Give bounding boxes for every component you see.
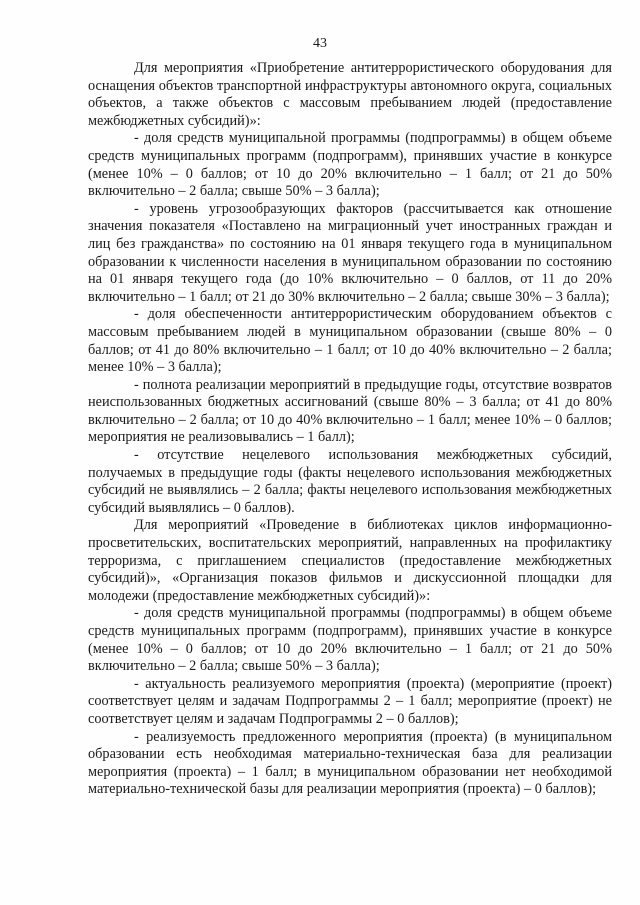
paragraph-intro-libraries: Для мероприятий «Проведение в библиотеках циклов информационно-просветительских, воспитательских мероприятий, направленных на профилактику терроризма, с приглашением специалистов (предоставление межбюджетных субсидий)», «Организация показов фильмов и дискуссионной площадки для молодежи (предоставление межбюджетных субсидий)»: [88, 517, 612, 604]
criterion-relevance: - актуальность реализуемого мероприятия (проекта) (мероприятие (проект) соответствует целям и задачам Подпрограммы 2 – 1 балл; мероприятие (проект) не соответствует целям и задачам Подпрограммы 2 – 0 баллов); [88, 675, 612, 727]
criterion-program-share: - доля средств муниципальной программы (подпрограммы) в общем объеме средств муниципальных программ (подпрограмм), принявших участие в конкурсе (менее 10% – 0 баллов; от 10 до 20% включительно – 1 балл; от 21 до 50% включительно – 2 балла; свыше 50% – 3 балла); [88, 130, 612, 200]
criterion-threat-level: - уровень угрозообразующих факторов (рассчитывается как отношение значения показателя «Поставлено на миграционный учет иностранных граждан и лиц без гражданства» по состоянию на 01 января текущего года в муниципальном образовании к численности населения в муниципальном образовании по состоянию на 01 января текущего года (до 10% включительно – 0 баллов, от 11 до 20% включительно – 1 балл; от 21 до 30% включительно – 2 балла; свыше 30% – 3 балла); [88, 200, 612, 305]
criterion-no-misuse: - отсутствие нецелевого использования межбюджетных субсидий, получаемых в предыдущие годы (факты нецелевого использования межбюджетных субсидий не выявлялись – 2 балла; факты нецелевого использования межбюджетных субсидий выявлялись – 0 баллов). [88, 447, 612, 516]
criterion-implementation-completeness: - полнота реализации мероприятий в предыдущие годы, отсутствие возвратов неиспользованных бюджетных ассигнований (свыше 80% – 3 балла; от 41 до 80% включительно – 2 балла; от 10 до 40% включительно – 1 балл; менее 10% – 0 баллов; мероприятия не реализовывались – 1 балл); [88, 376, 612, 446]
page-number: 43 [313, 36, 327, 51]
criterion-program-share-2: - доля средств муниципальной программы (подпрограммы) в общем объеме средств муниципальных программ (подпрограмм), принявших участие в конкурсе (менее 10% – 0 баллов; от 10 до 20% включительно – 1 балл; от 21 до 50% включительно – 2 балла; свыше 50% – 3 балла); [88, 605, 612, 675]
criterion-equipment-coverage: - доля обеспеченности антитеррористическим оборудованием объектов с массовым пребыванием людей в муниципальном образовании (свыше 80% – 0 баллов; от 41 до 80% включительно – 1 балл; от 10 до 40% включительно – 2 балла; менее 10% – 3 балла); [88, 306, 612, 376]
paragraph-intro-equipment: Для мероприятия «Приобретение антитеррористического оборудования для оснащения объектов транспортной инфраструктуры автономного округа, социальных объектов, а также объектов с массовым пребыванием людей (предоставление межбюджетных субсидий)»: [88, 60, 612, 129]
document-body [88, 60, 612, 799]
criterion-feasibility: - реализуемость предложенного мероприятия (проекта) (в муниципальном образовании есть необходимая материально-техническая база для реализации мероприятия (проекта) – 1 балл; в муниципальном образовании нет необходимой материально-технической базы для реализации мероприятия (проекта) – 0 баллов); [88, 728, 612, 798]
